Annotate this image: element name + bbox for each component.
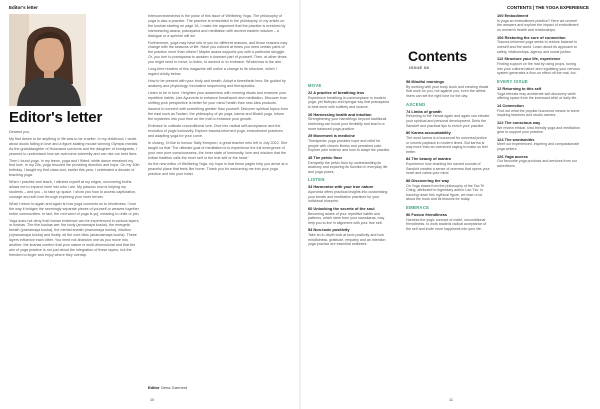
contents-entry[interactable]: [406, 157, 490, 176]
contents-entry-description: We review ethical, kind-friendly yoga and meditation gear to support your practice.: [497, 125, 580, 135]
contents-entry-description: Therapeutic yoga provides hope and relief for people with chronic illness and persistent pain. Explore pain science and how to adapt the practice.: [308, 138, 391, 153]
contents-entry[interactable]: [497, 121, 581, 135]
contents-entry[interactable]: [497, 104, 581, 118]
contents-entry-title: 74 Limbs of growth: [406, 108, 442, 114]
contents-entry[interactable]: [406, 213, 490, 232]
contents-entry[interactable]: [308, 91, 392, 110]
section-heading: MOVE: [308, 83, 322, 88]
contents-entry[interactable]: [406, 80, 490, 99]
editor-signature: [148, 385, 187, 390]
section-heading: EMBRACE: [406, 205, 430, 211]
page-number-right: 11: [449, 398, 453, 402]
contents-entry-title: 112 Structure your life, experience: [497, 56, 561, 62]
contents-entry-description: Yoga retreats may accelerate self-discovery while offering space from the incessant whirl of daily life.: [497, 91, 578, 101]
contents-entry-title: 122 The conscious way: [497, 119, 541, 125]
contents-entry-description: On Yoga draws from the philosophy of the Tao Te Ching, attributed to legendary author Lao Tzu. In tracking down this mythical figure, we learn a lot about the book and its lessons for today.: [406, 183, 485, 202]
contents-entry-title: 124 The wordsmiths: [497, 136, 535, 142]
section-heading: EVERY ISSUE: [497, 78, 528, 84]
contents-entry-title: 96 Fusion friendliness: [406, 212, 448, 218]
contents-entry[interactable]: [308, 156, 392, 175]
editor-letter-column-1: [9, 130, 140, 260]
contents-entry-description: Returning to the Yamas again and again can elevate your spiritual and personal development. Drink the Sanskrit and practical tips to enrich your practice.: [406, 114, 490, 128]
contents-entry-title: 60 Unlocking the secrets of the soul: [308, 205, 375, 211]
contents-title: Contents: [408, 48, 468, 64]
contents-entry-title: 29 Movement is medicine: [308, 133, 355, 139]
contents-entry-description: Our favourite yoga products and services from our advertisers.: [497, 159, 577, 169]
editor-letter-column-2: [148, 14, 288, 179]
contents-entry-description: Strengthening your hamstrings beyond traditional stretching can boost your flexibility and lead to a more balanced yoga practice.: [308, 117, 387, 131]
contents-entry[interactable]: [497, 155, 581, 169]
editor-paragraph: When I practise and teach, I witness myself at my edges, uncovering truths allows me to expand more into who I am. My passion now is helping my students – and you – to take up space. I show you how to access capitulation, courage and self-love through exploring your inner terrain.: [9, 180, 137, 199]
contents-entry[interactable]: [308, 207, 392, 226]
contents-entry-description: Becoming aware of your repetitive habits and patterns, which stem from your samskaras, may help you to live in alignment with your true self.: [308, 211, 385, 225]
contents-entry[interactable]: [497, 138, 581, 152]
contents-entry-title: 80 Karma accountability: [406, 130, 451, 136]
contents-entry-title: 88 Discovering the way: [406, 177, 450, 183]
running-header-right: CONTENTS | THE YOGA EXPERIENCE: [506, 5, 589, 10]
contents-column-2: [406, 80, 490, 235]
editor-portrait-photo: [9, 14, 86, 106]
contents-entry-title: 126 Yoga access: [497, 153, 528, 159]
contents-entry-title: 58 Mindful mornings: [406, 79, 445, 84]
contents-entry-description: Demystify the pelvic floor by understanding its anatomy and exploring its function in everyday life and yoga poses.: [308, 160, 388, 174]
contents-entry-description: Is yoga an embodiment practice? Here we unravel the answers and explore the impact of embodiment on women's health and relationships.: [497, 18, 579, 32]
contents-entry-description: Find out what the popular buzzword means to some inspiring teachers and studio owners.: [497, 108, 580, 118]
contents-entry-title: 54 Non-toxic positivity: [308, 227, 350, 233]
page-number-left: 10: [150, 398, 155, 402]
contents-entry-description: Take an in-depth look at toxic positivity and how mindfulness, gratitude, empathy and an intention yoga practice are essential antidotes.: [308, 233, 386, 247]
editor-paragraph: Interconnectedness is the pulse of this issue of Wellbeing Yoga. The philosophy of yoga is also a practice. The practice is embedded in the philosophy. In my article on the koshas starting on page 16, I make the argument that the practice is enriched by interweaving asana, pranayama and meditation with ancient eastern wisdom – a dialogue or a sprinkle will do!: [148, 14, 286, 38]
editor-paragraph: As the new editor of Wellbeing Yoga, my hope is that these pages help you arrive at a peaceful place that feels like home. Thank you for welcoming me into your yoga practice and into your heart.: [148, 162, 288, 177]
contents-entry-description: Experience how chanting the sacred sounds of Sanskrit creates a sense of oneness that opens your heart and calms your mind.: [406, 162, 490, 176]
editor-paragraph: My first desire to be anything in life was to be a writer. In my childhood, I wrote about ducks falling in love and a figure skating mouse winning Olympic medals. As the granddaughter of Holocaust survivors and the daughter of immigrants, I yearned to understand how we overcome adversity and can rise our best lives.: [9, 136, 139, 156]
contents-entry-title: 12 Returning to this self: [497, 85, 542, 91]
editor-paragraph: Listen to be in tune. Heighten your awareness with morning rituals and examine your repetitive habits. Use Ayurveda to enhance breathwork and meditation. Discover how shifting your perspective is better for your mind/ health than new-idea products.: [148, 90, 287, 105]
contents-entry-description: Harness the yogic concept of maitri, unconditional friendliness, to work towards radical acceptance of the self and invite more happiness into your life.: [406, 217, 487, 232]
section-heading: ASCEND: [406, 101, 426, 107]
contents-entry[interactable]: [497, 36, 581, 55]
running-header-left: Editor's letter: [9, 5, 38, 10]
contents-entry-title: 45 The pelvic floor: [308, 154, 343, 160]
editor-paragraph: Long-time readers of this magazine will notice a change to its structure, which I regard vividly below.: [148, 67, 277, 76]
editor-paragraph: What I return to again and again is how yoga connects us to wholeness. I love the way it bridges the seemingly separate pieces of yourself or weaves together entire communities. In fact, the root word of yoga is yuj, meaning to unite or join.: [9, 201, 140, 216]
signature-label: Editor: [148, 385, 160, 390]
contents-entry-title: 26 Harnessing health and intuition: [308, 111, 372, 117]
contents-entry-title: 100 Embodiment: [497, 13, 529, 18]
contents-entry[interactable]: [406, 131, 490, 154]
contents-entry-title: 14 Connection: [497, 102, 524, 108]
editor-paragraph: Ascend to connect with something greater than yourself. Discover spiritual topics from the east such as Taoism, the philosophy of yin yoga, karma and Bhakti yoga. Infuse the mysteries into your time on the mat to enhance your growth.: [148, 107, 288, 122]
editor-letter-title: Editor's letter: [9, 109, 103, 126]
contents-entry[interactable]: [406, 110, 490, 129]
contents-column-1: [308, 80, 392, 250]
contents-entry[interactable]: [308, 185, 392, 204]
contents-entry[interactable]: [406, 179, 490, 202]
editor-paragraph: In closing, I'd like to honour Sally Kempton, a great teacher who left in July 2022. She taught us that 'The ultimate goal of meditation is to experience the full emergence of your own pure consciousness, the inner state of luminosity, love and wisdom that the Indian tradition calls the inner self or the true self or the heart.': [148, 140, 288, 160]
contents-entry[interactable]: [308, 113, 392, 132]
contents-column-3: [497, 14, 581, 172]
contents-entry-title: 106 Restoring the core of connection: [497, 34, 566, 40]
signature-name: Gena Garment: [160, 385, 188, 390]
editor-paragraph: Then I found yoga. In my teens, yoga and I flirted: white dance remained my first love. In my 20s, yoga rescued me providing direction and hope. On my 30th birthday, I taught my first class and, earlier this year, I celebrated a decade of teaching yoga.: [9, 158, 140, 178]
contents-entry-description: The word karma is a buzzword for universal justice or cosmic payback in modern times. But karma is way more than an oversized saying to make us feel better.: [406, 135, 488, 154]
contents-entry[interactable]: [308, 134, 392, 153]
issue-number: ISSUE 08: [409, 65, 429, 70]
editor-paragraph: Furthermore, yoga may have lots of you for different reasons, and those reasons may change with the seasons of life. Have you noticed at times you need certain parts of the practice more than others? Maybe asana supports you with a particular struggle. Or, you turn to pranayama to awaken a dormant part of yourself. Then, at other times, you might need to move, to listen, to ascend or to embrace. Wholeness is the aim.: [148, 40, 288, 65]
editor-paragraph: How to be present with your body and breath. Adopt a kinesthetic lens. Be guided by anatomy and physiology, innovative sequencing and therapeutics.: [148, 78, 286, 88]
section-heading: LISTEN: [308, 177, 325, 183]
portrait-illustration: [9, 14, 86, 106]
contents-entry-description: By working with your body clock and creating rituals that work for you, not against you, even the wiliest risers can set the right tone for the day.: [406, 84, 489, 98]
contents-entry-title: 22 A practice of breathing less: [308, 90, 365, 95]
contents-entry-description: Experience breathing is commonplace in modern yoga, yet Buteyko and Iyengar say that pranayama is best done with subtlety and nuance.: [308, 95, 390, 109]
contents-entry-description: Finding support on the mat by using props, tuning into your cultural nature and regulating your nervous system generates a flow-on effect off the mat, too.: [497, 61, 581, 76]
contents-entry-description: Ayurveda offers practical insights into customising your breath and meditation practices for your individual blueprint.: [308, 190, 388, 204]
contents-entry-description: Trauma-informed yoga seeks to restore balance in oneself and the world. Learn about its approach to safety, relationships, agency and social justice.: [497, 40, 578, 54]
editor-paragraph: Embrace to cultivate unconditional love. Dive into radical self-acceptance and the evolution of yogic inclusivity. Explore trauma-informed yoga, embodiment practices and adapting yoga for your curve.: [148, 124, 283, 138]
contents-entry-title: 84 The beauty of mantra: [406, 156, 451, 162]
contents-entry-description: Meet our experienced, inspiring and compassionate yoga writers.: [497, 142, 580, 152]
contents-entry[interactable]: [497, 57, 581, 76]
editor-paragraph: Dearest you,: [9, 130, 30, 134]
page-gutter: [299, 0, 301, 409]
contents-entry[interactable]: [308, 228, 392, 247]
editor-paragraph: Yoga does not deny that human existence can be experienced in various layers, or koshas. The five koshas are: the body (annamaya kosha), the energetic breath (pranamaya kosha), the mental sheath (manomaya kosha), intuition (vijnanamaya kosha) and finally, all the core bliss (anandamaya kosha). These layers influence each other. You need not abandon one as you move into another: the koshas confirm that your nature is multi-dimensional and that the aim of yoga practice is not just about the integration of these layers, but the freedom to linger and enjoy where they overlap.: [9, 218, 140, 257]
contents-entry-title: 34 Harmonise with your true nature: [308, 184, 374, 190]
contents-entry[interactable]: [497, 87, 581, 101]
contents-entry[interactable]: [497, 14, 581, 33]
